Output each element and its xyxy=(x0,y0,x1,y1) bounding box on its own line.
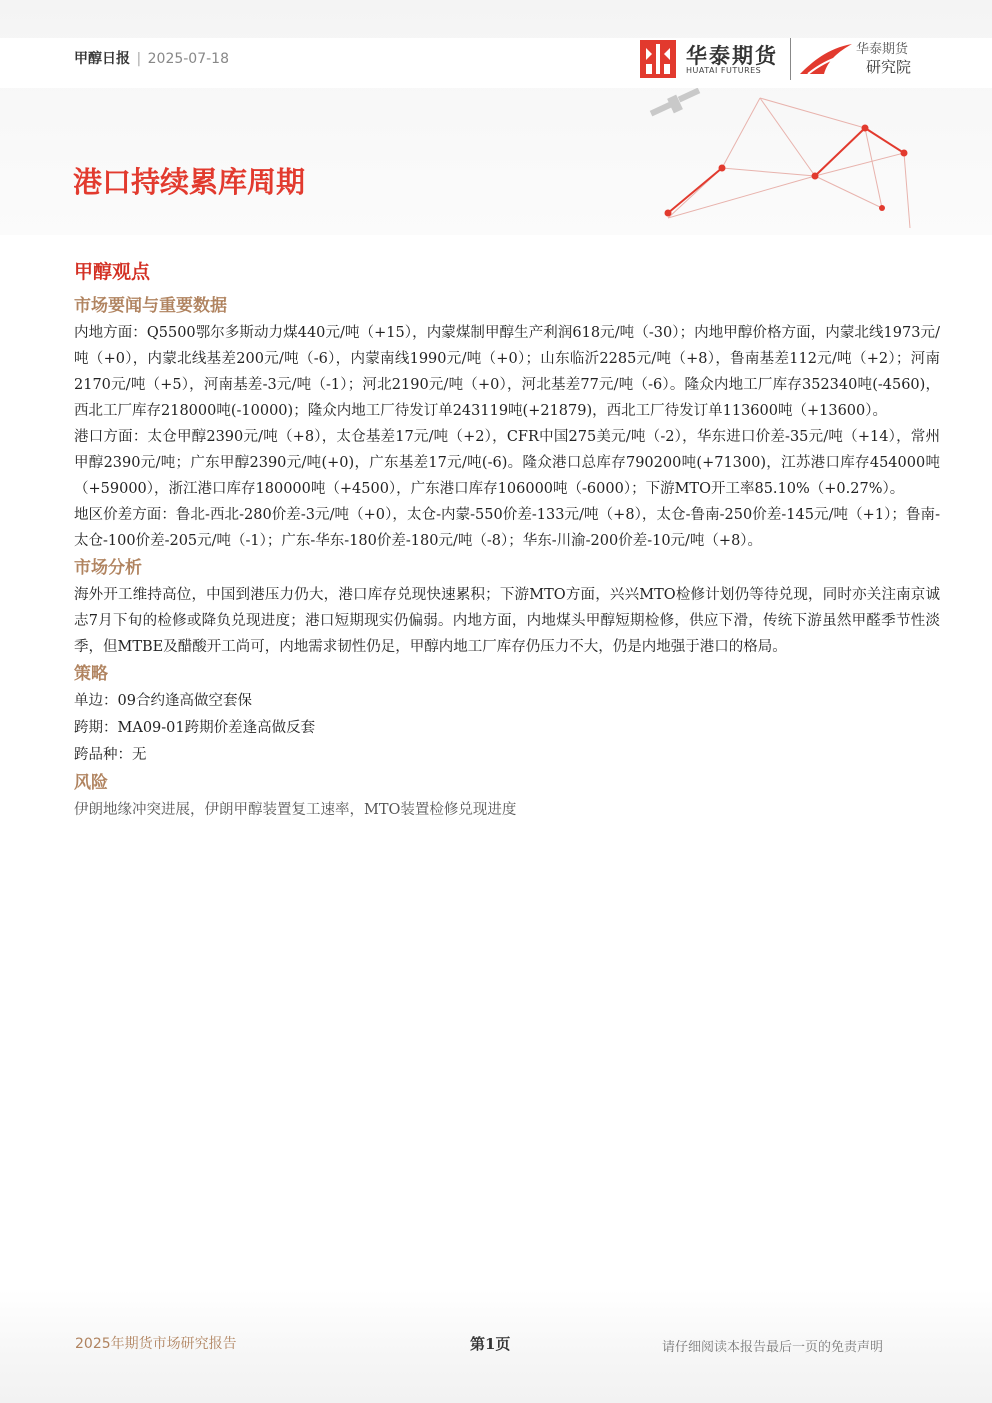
footer-report-name: 2025年期货市场研究报告 xyxy=(75,1336,237,1352)
risk-title: 风险 xyxy=(74,773,108,793)
market-news-title: 市场要闻与重要数据 xyxy=(74,296,227,316)
market-news-inland: 内地方面：Q5500鄂尔多斯动力煤440元/吨（+15），内蒙煤制甲醇生产利润618元/吨（-30）；内地甲醇价格方面，内蒙北线1973元/吨（+0），内蒙北线基差200元/吨（-6），内蒙南线1990元/吨（+0）；山东临沂2285元/吨（+8），鲁南基差112元/吨（+2）；河南2170元/吨（+5），河南基差-3元/吨（-1）；河北2190元/吨（+0），河北基差77元/吨（-6）。隆众内地工厂库存352340吨(-4560)，西北工厂库存218000吨(-10000)；隆众内地工厂待发订单243119吨(+21879)，西北工厂待发订单113600吨（+13600）。 xyxy=(74,325,940,419)
report-type: 甲醇日报 xyxy=(74,51,130,67)
section-title: 甲醇观点 xyxy=(74,261,151,283)
logo-cn-name: 华泰期货 xyxy=(686,44,778,68)
market-news-spread: 地区价差方面：鲁北-西北-280价差-3元/吨（+0），太仓-内蒙-550价差-133元/吨（+8），太仓-鲁南-250价差-145元/吨（+1）；鲁南-太仓-100价差-205元/吨（-1）；广东-华东-180价差-180元/吨（-8）；华东-川渝-200价差-10元/吨（+8）。 xyxy=(74,507,940,549)
huatai-logo-icon xyxy=(640,40,676,78)
report-date: 2025-07-18 xyxy=(147,51,229,67)
institute-line2: 研究院 xyxy=(866,58,912,76)
strategy-single: 单边：09合约逢高做空套保 xyxy=(74,693,252,709)
strategy-title: 策略 xyxy=(74,664,108,684)
logo-divider xyxy=(790,38,791,80)
page-number: 第1页 xyxy=(470,1335,511,1353)
market-news-port: 港口方面：太仓甲醇2390元/吨（+8），太仓基差17元/吨（+2），CFR中国275美元/吨（-2），华东进口价差-35元/吨（+14），常州甲醇2390元/吨；广东甲醇2390元/吨(+0)，广东基差17元/吨(-6)。隆众港口总库存790200吨(+71300)，江苏港口库存454000吨（+59000），浙江港口库存180000吨（+4500），广东港口库存106000吨（-6000）；下游MTO开工率85.10%（+0.27%）。 xyxy=(74,429,940,497)
report-separator: | xyxy=(136,51,142,67)
analysis-text: 海外开工维持高位，中国到港压力仍大，港口库存兑现快速累积；下游MTO方面，兴兴MTO检修计划仍等待兑现，同时亦关注南京诚志7月下旬的检修或降负兑现进度；港口短期现实仍偏弱。内地方面，内地煤头甲醇短期检修，供应下滑，传统下游虽然甲醛季节性淡季，但MTBE及醋酸开工尚可，内地需求韧性仍足，甲醇内地工厂库存仍压力不大，仍是内地强于港口的格局。 xyxy=(74,587,940,655)
page-title: 港口持续累库周期 xyxy=(73,165,306,199)
logo-en-name: HUATAI FUTURES xyxy=(686,66,762,75)
report-body xyxy=(74,258,940,823)
institute-line1: 华泰期货 xyxy=(856,42,909,57)
analysis-title: 市场分析 xyxy=(74,558,142,578)
company-logo xyxy=(640,38,930,82)
strategy-calendar: 跨期：MA09-01跨期价差逢高做反套 xyxy=(74,720,316,736)
disclaimer-note: 请仔细阅读本报告最后一页的免责声明 xyxy=(662,1340,884,1355)
risk-text: 伊朗地缘冲突进展，伊朗甲醇装置复工速率，MTO装置检修兑现进度 xyxy=(74,802,517,818)
network-decoration-icon xyxy=(620,88,930,234)
research-institute-logo-icon xyxy=(798,40,854,78)
strategy-cross: 跨品种：无 xyxy=(74,747,147,763)
report-tag xyxy=(74,48,229,68)
